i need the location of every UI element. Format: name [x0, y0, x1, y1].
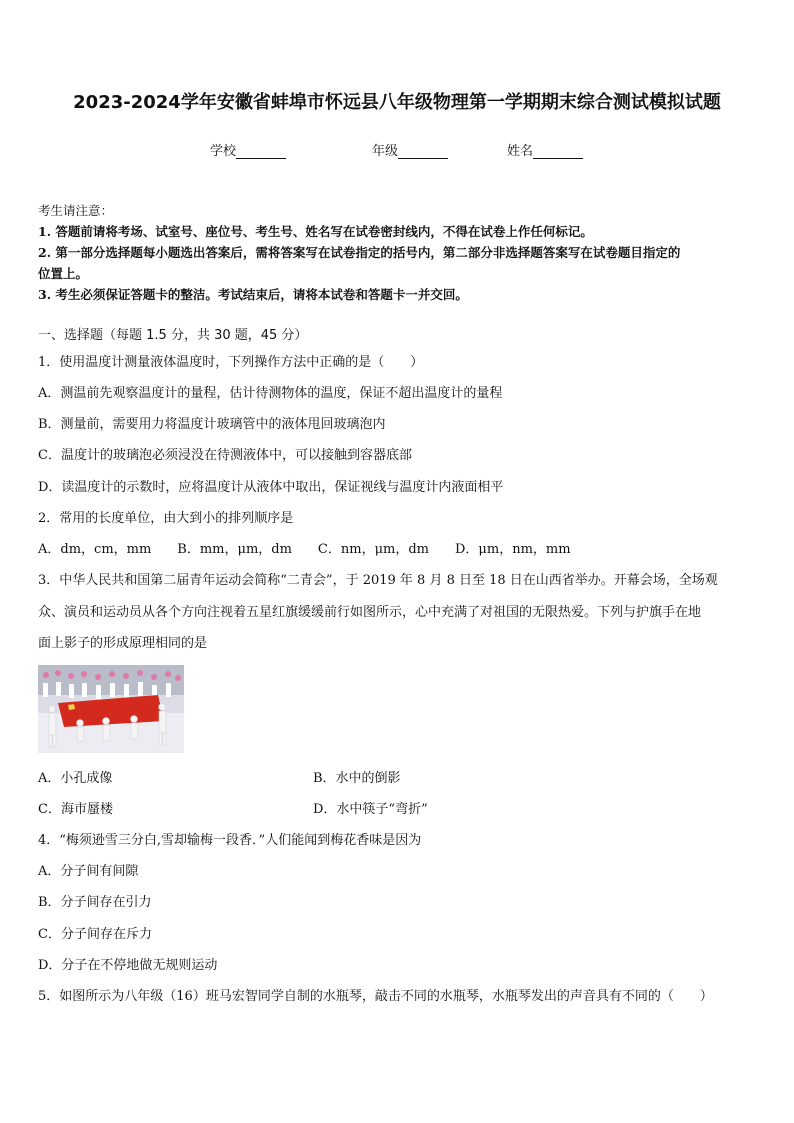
grade-label: 年级: [372, 144, 399, 159]
q4-stem: 4．“梅须逊雪三分白,雪却输梅一段香．”人们能闻到梅花香味是因为: [38, 833, 422, 848]
q1-option-c: C．温度计的玻璃泡必须浸没在待测液体中，可以接触到容器底部: [38, 448, 412, 463]
school-label: 学校: [210, 144, 237, 159]
q3-stem-line-3: 面上影子的形成原理相同的是: [38, 636, 208, 651]
q4-option-b: B．分子间存在引力: [38, 895, 152, 910]
q1-option-d: D．读温度计的示数时，应将温度计从液体中取出，保证视线与温度计内液面相平: [38, 480, 504, 495]
name-field[interactable]: [507, 140, 583, 159]
q4-option-a: A．分子间有间隙: [38, 864, 139, 879]
q2-options: A．dm，cm，mm B．mm，μm，dm C．nm，μm，dm D．μm，nm，mm: [38, 542, 571, 557]
name-blank[interactable]: [533, 145, 583, 159]
q3-option-c: C．海市蜃楼: [38, 802, 113, 817]
flag-bearers-photo: [38, 665, 184, 753]
grade-field[interactable]: [372, 140, 448, 159]
q1-stem: 1．使用温度计测量液体温度时，下列操作方法中正确的是（ ）: [38, 355, 424, 370]
q3-stem-line-2: 众、演员和运动员从各个方向注视着五星红旗缓缓前行如图所示，心中充满了对祖国的无限热爱。下列与护旗手在地: [38, 605, 702, 620]
q3-option-a: A．小孔成像: [38, 771, 113, 786]
notice-item-1: 1. 答题前请将考场、试室号、座位号、考生号、姓名写在试卷密封线内，不得在试卷上作任何标记。: [38, 224, 593, 239]
notice-heading: 考生请注意：: [38, 203, 114, 218]
notice-item-2: 2. 第一部分选择题每小题选出答案后，需将答案写在试卷指定的括号内，第二部分非选择题答案写在试卷题目指定的: [38, 245, 681, 260]
q5-stem: 5．如图所示为八年级（16）班马宏智同学自制的水瓶琴，敲击不同的水瓶琴，水瓶琴发出的声音具有不同的（ ）: [38, 989, 713, 1004]
school-field[interactable]: [210, 140, 286, 159]
notice-item-3: 3. 考生必须保证答题卡的整洁。考试结束后，请将本试卷和答题卡一并交回。: [38, 287, 468, 302]
section-heading: 一、选择题（每题 1.5 分，共 30 题，45 分）: [38, 328, 308, 343]
q1-option-a: A．测温前先观察温度计的量程，估计待测物体的温度，保证不超出温度计的量程: [38, 386, 503, 401]
school-blank[interactable]: [236, 145, 286, 159]
name-label: 姓名: [507, 144, 534, 159]
notice-item-2-cont: 位置上。: [38, 266, 89, 281]
q3-option-b: B．水中的倒影: [313, 771, 401, 786]
grade-blank[interactable]: [398, 145, 448, 159]
q3-stem-line-1: 3．中华人民共和国第二届青年运动会简称“二青会”，于 2019 年 8 月 8 日至 18 日在山西省举办。开幕会场，全场观: [38, 573, 718, 588]
q2-stem: 2．常用的长度单位，由大到小的排列顺序是: [38, 511, 294, 526]
flag-bearers-illustration: [38, 665, 184, 753]
q1-option-b: B．测量前，需要用力将温度计玻璃管中的液体甩回玻璃泡内: [38, 417, 386, 432]
page-title: 2023-2024学年安徽省蚌埠市怀远县八年级物理第一学期期末综合测试模拟试题: [73, 92, 721, 113]
q3-option-d: D．水中筷子“弯折”: [313, 802, 428, 817]
q4-option-c: C．分子间存在斥力: [38, 927, 152, 942]
q4-option-d: D．分子在不停地做无规则运动: [38, 958, 218, 973]
